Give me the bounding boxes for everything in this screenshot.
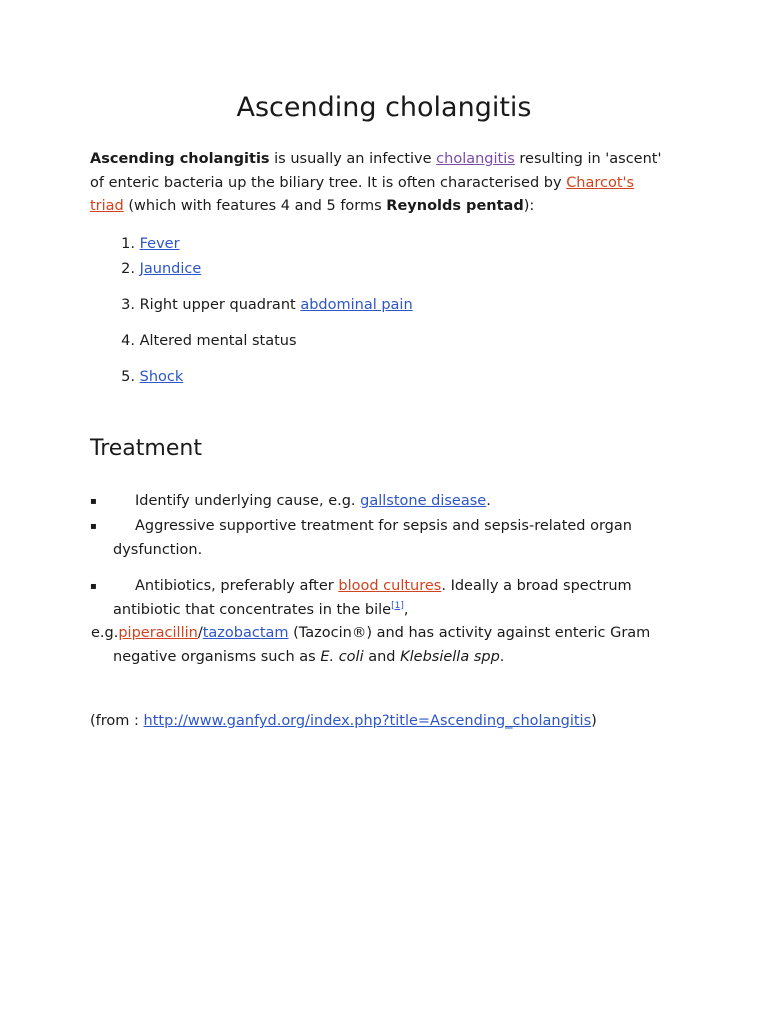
treatment-text: (Tazocin®) and has activity against enteric Gram negative organisms such as <box>113 625 651 665</box>
list-number: 1. <box>121 236 135 252</box>
list-item-text: Right upper quadrant <box>139 297 301 313</box>
reference-1-link[interactable]: [1] <box>391 600 404 611</box>
bullet-marker: ▪ <box>90 496 97 507</box>
intro-text-4: ): <box>523 198 535 214</box>
klebsiella-text: Klebsiella spp <box>400 648 500 665</box>
treatment-text: . <box>486 493 491 509</box>
treatment-item-body: Aggressive supportive treatment for sepsis and sepsis-related organ dysfunction. <box>113 518 632 558</box>
jaundice-link[interactable]: Jaundice <box>139 261 202 277</box>
treatment-item-supportive <box>90 515 690 562</box>
intro-bold-term: Ascending cholangitis <box>90 151 270 167</box>
source-url-link[interactable]: http://www.ganfyd.org/index.php?title=Ascending_cholangitis <box>143 713 592 729</box>
list-item-text: Altered mental status <box>139 333 297 349</box>
abdominal-pain-link[interactable]: abdominal pain <box>300 297 413 313</box>
treatment-item-identify-cause <box>90 490 690 514</box>
gallstone-disease-link[interactable]: gallstone disease <box>360 493 487 509</box>
treatment-text: Antibiotics, preferably after <box>135 578 339 594</box>
treatment-text: , <box>403 601 409 618</box>
treatment-text: . <box>499 648 505 665</box>
list-item-shock <box>110 369 183 385</box>
treatment-text: and <box>363 648 401 665</box>
blood-cultures-link[interactable]: blood cultures <box>338 578 442 594</box>
reynolds-pentad-term: Reynolds pentad <box>386 198 524 214</box>
fever-link[interactable]: Fever <box>139 236 180 252</box>
intro-text-2: resulting in 'ascent' of enteric bacteria up the biliary tree. It is often characterised by <box>90 151 662 191</box>
list-number: 5. <box>121 369 135 385</box>
tazobactam-link[interactable]: tazobactam <box>202 625 289 641</box>
treatment-item-body <box>91 575 690 669</box>
bullet-marker: ▪ <box>90 581 97 592</box>
piperacillin-link[interactable]: piperacillin <box>118 625 198 641</box>
slash-separator: / <box>197 625 203 641</box>
bullet-marker: ▪ <box>90 521 97 532</box>
page-title: Ascending cholangitis <box>236 92 532 123</box>
intro-text-3: (which with features 4 and 5 forms <box>123 198 387 214</box>
intro-text-1: is usually an infective <box>269 151 437 167</box>
source-suffix: ) <box>591 713 597 729</box>
list-item-jaundice <box>110 261 201 277</box>
source-prefix: (from : <box>90 713 144 729</box>
list-item-altered-mental-status <box>110 333 297 349</box>
list-item-abdominal-pain <box>110 297 413 313</box>
treatment-item-antibiotics <box>90 575 690 669</box>
source-citation <box>90 713 597 729</box>
cholangitis-link[interactable]: cholangitis <box>436 151 515 167</box>
list-number: 4. <box>121 333 135 349</box>
treatment-heading: Treatment <box>90 436 202 461</box>
list-number: 3. <box>121 297 135 313</box>
e-coli-text: E. coli <box>320 648 364 665</box>
charcots-triad-link[interactable]: Charcot's triad <box>90 174 635 214</box>
shock-link[interactable]: Shock <box>139 369 184 385</box>
list-number: 2. <box>121 261 135 277</box>
treatment-item-body <box>113 490 690 514</box>
treatment-text: . Ideally a broad spectrum antibiotic that concentrates in the bile <box>113 578 632 618</box>
treatment-text: Identify underlying cause, e.g. <box>135 493 361 509</box>
intro-paragraph <box>90 148 670 219</box>
list-item-fever <box>110 236 180 252</box>
treatment-text: e.g. <box>91 625 119 641</box>
